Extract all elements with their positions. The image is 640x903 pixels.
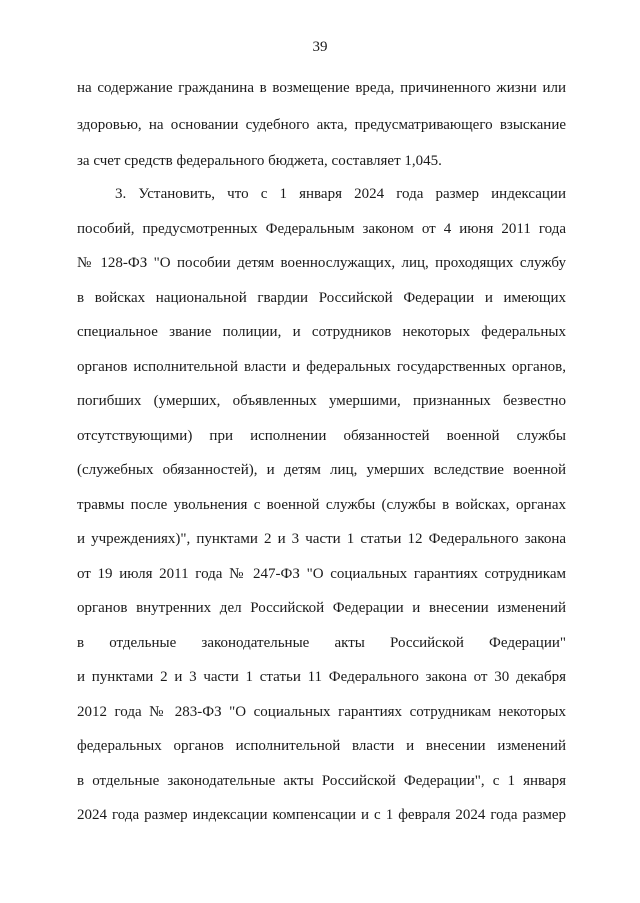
text-line: отсутствующими) при исполнении обязанностей военной службы [77, 428, 566, 444]
text-line: 2012 года № 283-ФЗ "О социальных гарантиях сотрудникам некоторых [77, 704, 566, 720]
text-line: пособий, предусмотренных Федеральным законом от 4 июня 2011 года [77, 221, 566, 237]
text-line: погибших (умерших, объявленных умершими, признанных безвестно [77, 393, 566, 409]
text-line: (служебных обязанностей), и детям лиц, умерших вследствие военной [77, 462, 566, 478]
text-line: 2024 года размер индексации компенсации и с 1 февраля 2024 года размер [77, 807, 566, 823]
text-line: и учреждениях)", пунктами 2 и 3 части 1 статьи 12 Федерального закона [77, 531, 566, 547]
text-line: специальное звание полиции, и сотрудников некоторых федеральных [77, 324, 566, 340]
text-line: органов исполнительной власти и федеральных государственных органов, [77, 359, 566, 375]
paragraph-start-line: 3. Установить, что с 1 января 2024 года размер индексации [115, 186, 566, 202]
text-line: за счет средств федерального бюджета, составляет 1,045. [77, 153, 442, 169]
page-number: 39 [312, 39, 328, 55]
text-line: органов внутренних дел Российской Федерации и внесении изменений [77, 600, 566, 616]
text-line: федеральных органов исполнительной власти и внесении изменений [77, 738, 566, 754]
text-line: в отдельные законодательные акты Российской Федерации" [77, 635, 566, 651]
text-line: в отдельные законодательные акты Российской Федерации", с 1 января [77, 773, 566, 789]
text-line: в войсках национальной гвардии Российской Федерации и имеющих [77, 290, 566, 306]
text-line: и пунктами 2 и 3 части 1 статьи 11 Федерального закона от 30 декабря [77, 669, 566, 685]
text-line: здоровью, на основании судебного акта, предусматривающего взыскание [77, 117, 566, 133]
text-line: на содержание гражданина в возмещение вреда, причиненного жизни или [77, 80, 566, 96]
text-line: № 128-ФЗ "О пособии детям военнослужащих, лиц, проходящих службу [77, 255, 566, 271]
text-line: от 19 июля 2011 года № 247-ФЗ "О социальных гарантиях сотрудникам [77, 566, 566, 582]
text-line: травмы после увольнения с военной службы (службы в войсках, органах [77, 497, 566, 513]
